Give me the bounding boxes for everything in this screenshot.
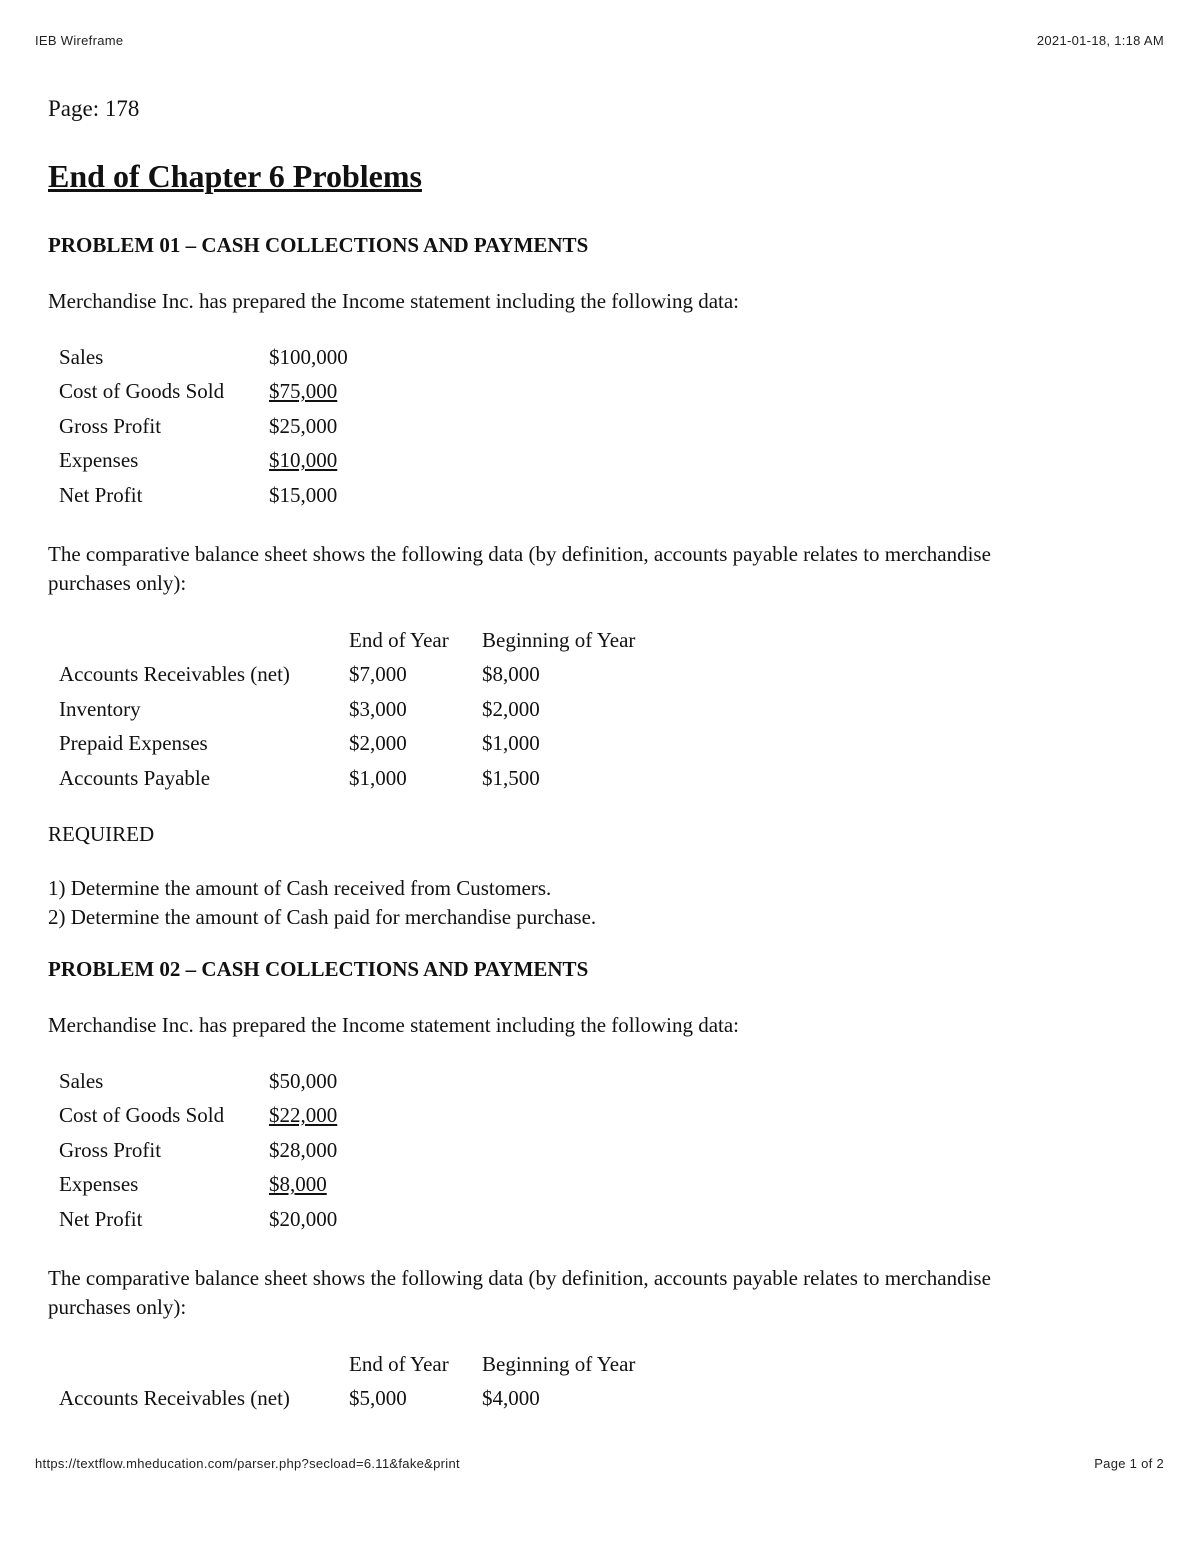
balance-begin-value: $2,000 <box>482 696 540 721</box>
table-row <box>48 658 647 693</box>
balance-end-value: $5,000 <box>349 1386 407 1411</box>
print-header-title: IEB Wireframe <box>35 33 124 48</box>
table-row <box>48 1168 347 1203</box>
table-row <box>48 478 358 513</box>
income-value: $10,000 <box>269 448 338 473</box>
income-value: $8,000 <box>269 1172 327 1197</box>
income-label: Sales <box>59 1068 104 1093</box>
print-header-timestamp: 2021-01-18, 1:18 AM <box>1036 33 1164 48</box>
column-header: End of Year <box>349 627 449 652</box>
problem-02-balance-intro: The comparative balance sheet shows the following data (by definition, accounts payable relates to merchandise purchases only): <box>48 1266 991 1319</box>
table-row <box>48 340 358 375</box>
balance-label: Inventory <box>59 696 141 721</box>
problem-01-balance-intro: The comparative balance sheet shows the following data (by definition, accounts payable relates to merchandise purchases only): <box>48 542 991 595</box>
problem-02-heading: PROBLEM 02 – CASH COLLECTIONS AND PAYMENTS <box>48 957 589 981</box>
balance-end-value: $1,000 <box>349 765 407 790</box>
problem-01-balance-table <box>48 623 647 796</box>
required-item: 1) Determine the amount of Cash received from Customers. <box>48 876 552 900</box>
income-value: $20,000 <box>269 1206 338 1231</box>
required-label: REQUIRED <box>48 822 155 846</box>
income-label: Gross Profit <box>59 413 162 438</box>
table-row <box>48 1064 347 1099</box>
table-row <box>48 1099 347 1134</box>
problem-01-heading: PROBLEM 01 – CASH COLLECTIONS AND PAYMENTS <box>48 233 589 257</box>
column-header: End of Year <box>349 1351 449 1376</box>
balance-begin-value: $4,000 <box>482 1386 540 1411</box>
income-label: Net Profit <box>59 1206 143 1231</box>
income-label: Cost of Goods Sold <box>59 379 225 404</box>
problem-02-balance-table <box>48 1347 647 1416</box>
print-footer-page-count: Page 1 of 2 <box>1094 1456 1164 1471</box>
column-header: Beginning of Year <box>482 1351 636 1376</box>
column-header <box>48 623 349 658</box>
income-value: $75,000 <box>269 379 338 404</box>
income-label: Expenses <box>59 1172 139 1197</box>
balance-end-value: $2,000 <box>349 731 407 756</box>
table-row <box>48 727 647 762</box>
problem-01-intro: Merchandise Inc. has prepared the Income statement including the following data: <box>48 289 740 313</box>
balance-label: Prepaid Expenses <box>59 731 208 756</box>
problem-01-income-table <box>48 340 358 513</box>
required-item: 2) Determine the amount of Cash paid for merchandise purchase. <box>48 905 597 929</box>
balance-begin-value: $1,000 <box>482 731 540 756</box>
table-header-row <box>48 1347 647 1382</box>
page-label: Page: 178 <box>48 96 140 121</box>
income-label: Sales <box>59 344 104 369</box>
income-value: $28,000 <box>269 1137 338 1162</box>
table-row <box>48 409 358 444</box>
problem-02-income-table <box>48 1064 347 1237</box>
balance-label: Accounts Receivables (net) <box>59 1386 290 1411</box>
balance-begin-value: $1,500 <box>482 765 540 790</box>
table-row <box>48 692 647 727</box>
column-header: Beginning of Year <box>482 627 636 652</box>
chapter-title: End of Chapter 6 Problems <box>48 158 422 194</box>
balance-begin-value: $8,000 <box>482 662 540 687</box>
income-label: Net Profit <box>59 482 143 507</box>
table-row <box>48 1382 647 1417</box>
balance-end-value: $7,000 <box>349 662 407 687</box>
table-row <box>48 1133 347 1168</box>
problem-02-intro: Merchandise Inc. has prepared the Income statement including the following data: <box>48 1013 740 1037</box>
table-row <box>48 444 358 479</box>
column-header <box>48 1347 349 1382</box>
income-value: $100,000 <box>269 344 348 369</box>
print-footer-url: https://textflow.mheducation.com/parser.php?secload=6.11&fake&print <box>35 1456 460 1471</box>
table-row <box>48 375 358 410</box>
income-label: Expenses <box>59 448 139 473</box>
table-row <box>48 761 647 796</box>
income-value: $50,000 <box>269 1068 338 1093</box>
table-row <box>48 1202 347 1237</box>
income-value: $15,000 <box>269 482 338 507</box>
income-value: $25,000 <box>269 413 338 438</box>
income-label: Cost of Goods Sold <box>59 1103 225 1128</box>
income-value: $22,000 <box>269 1103 338 1128</box>
table-header-row <box>48 623 647 658</box>
balance-end-value: $3,000 <box>349 696 407 721</box>
balance-label: Accounts Payable <box>59 765 211 790</box>
income-label: Gross Profit <box>59 1137 162 1162</box>
balance-label: Accounts Receivables (net) <box>59 662 290 687</box>
